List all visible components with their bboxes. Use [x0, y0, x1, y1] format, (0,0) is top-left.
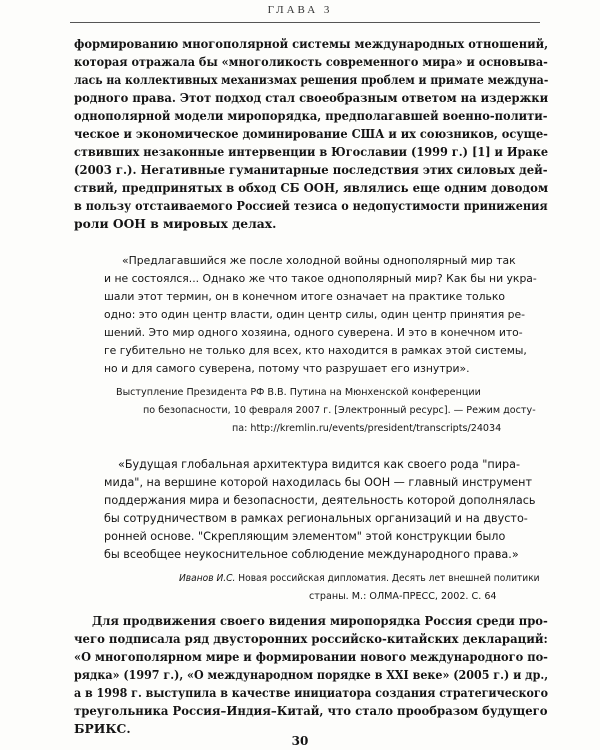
- quote-line: шали этот термин, он в конечном итоге означает на практике только: [104, 290, 505, 303]
- text-line: а в 1998 г. выступила в качестве инициатора создания стратегического: [74, 685, 548, 700]
- quote-line: бы всеобщее неукоснительное соблюдение международного права.»: [104, 548, 519, 561]
- text-line: однополярной модели миропорядка, предполагавшей военно-полити-: [74, 108, 548, 123]
- text-line: рядка» (1997 г.), «О международном порядке в XXI веке» (2005 г.) и др.,: [74, 667, 549, 682]
- text-line: БРИКС.: [74, 721, 131, 736]
- citation-line: страны. М.: ОЛМА-ПРЕСС, 2002. С. 64: [309, 591, 497, 602]
- citation-link: па: http://kremlin.ru/events/president/transcripts/24034: [232, 423, 502, 434]
- citation-line: [179, 570, 540, 587]
- text-line: родного права. Этот подход стал своеобразным ответом на издержки: [74, 90, 549, 105]
- text-line: лась на коллективных механизмах решения проблем и примате междуна-: [74, 72, 549, 87]
- page-number: 30: [291, 734, 309, 748]
- quote-line: «Предлагавшийся же после холодной войны однополярный мир так: [122, 254, 516, 267]
- text-line: чего подписала ряд двусторонних российско-китайских деклараций:: [74, 631, 548, 646]
- quote-line: «Будущая глобальная архитектура видится как своего рода "пира-: [118, 458, 520, 471]
- text-line: (2003 г.). Негативные гуманитарные последствия этих силовых дей-: [74, 162, 548, 177]
- quote-line: бы сотрудничеством в рамках региональных организаций и на двусто-: [104, 512, 528, 525]
- quote-line: поддержания мира и безопасности, деятельность которой дополнялась: [104, 494, 536, 507]
- text-line: ствивших незаконные интервенции в Югославии (1999 г.) [1] и Ираке: [74, 144, 549, 159]
- quote-line: ронней основе. "Скрепляющим элементом" этой конструкции было: [104, 530, 506, 543]
- text-line: в пользу отстаиваемого Россией тезиса о недопустимости принижения: [74, 198, 548, 213]
- citation-line: по безопасности, 10 февраля 2007 г. [Электронный ресурс]. — Режим досту-: [143, 405, 536, 416]
- quote-line: ге губительно не только для всех, кто находится в рамках этой системы,: [104, 344, 527, 357]
- chapter-header: ГЛАВА 3: [267, 4, 333, 16]
- text-line: которая отражала бы «многоликость современного мира» и основыва-: [74, 54, 548, 69]
- quote-line: мида", на вершине которой находилась бы ООН — главный инструмент: [104, 476, 533, 489]
- text-line: треугольника Россия–Индия–Китай, что стало прообразом будущего: [74, 703, 548, 718]
- quote-line: и не состоялся... Однако же что такое однополярный мир? Как бы ни укра-: [104, 272, 537, 285]
- text-line: роли ООН в мировых делах.: [74, 216, 277, 231]
- text-line: ствий, предпринятых в обход СБ ООН, являлись еще одним доводом: [74, 180, 549, 195]
- text-line: формированию многополярной системы международных отношений,: [74, 36, 549, 51]
- text-line: «О многополярном мире и формировании нового международного по-: [74, 649, 548, 664]
- citation-line: Выступление Президента РФ В.В. Путина на Мюнхенской конференции: [116, 387, 481, 398]
- quote-line: но и для самого суверена, потому что разрушает его изнутри».: [104, 362, 470, 375]
- quote-line: одно: это один центр власти, один центр силы, один центр принятия ре-: [104, 308, 526, 321]
- citation-title: Новая российская дипломатия. Десять лет внешней политики: [238, 573, 540, 584]
- text-line: ческое и экономическое доминирование США и их союзников, осуще-: [74, 126, 548, 141]
- citation-author: Иванов И.С.: [179, 573, 236, 584]
- text-line: Для продвижения своего видения миропорядка Россия среди про-: [92, 613, 548, 628]
- header-rule: [70, 22, 540, 23]
- quote-line: шений. Это мир одного хозяина, одного суверена. И это в конечном ито-: [104, 326, 523, 339]
